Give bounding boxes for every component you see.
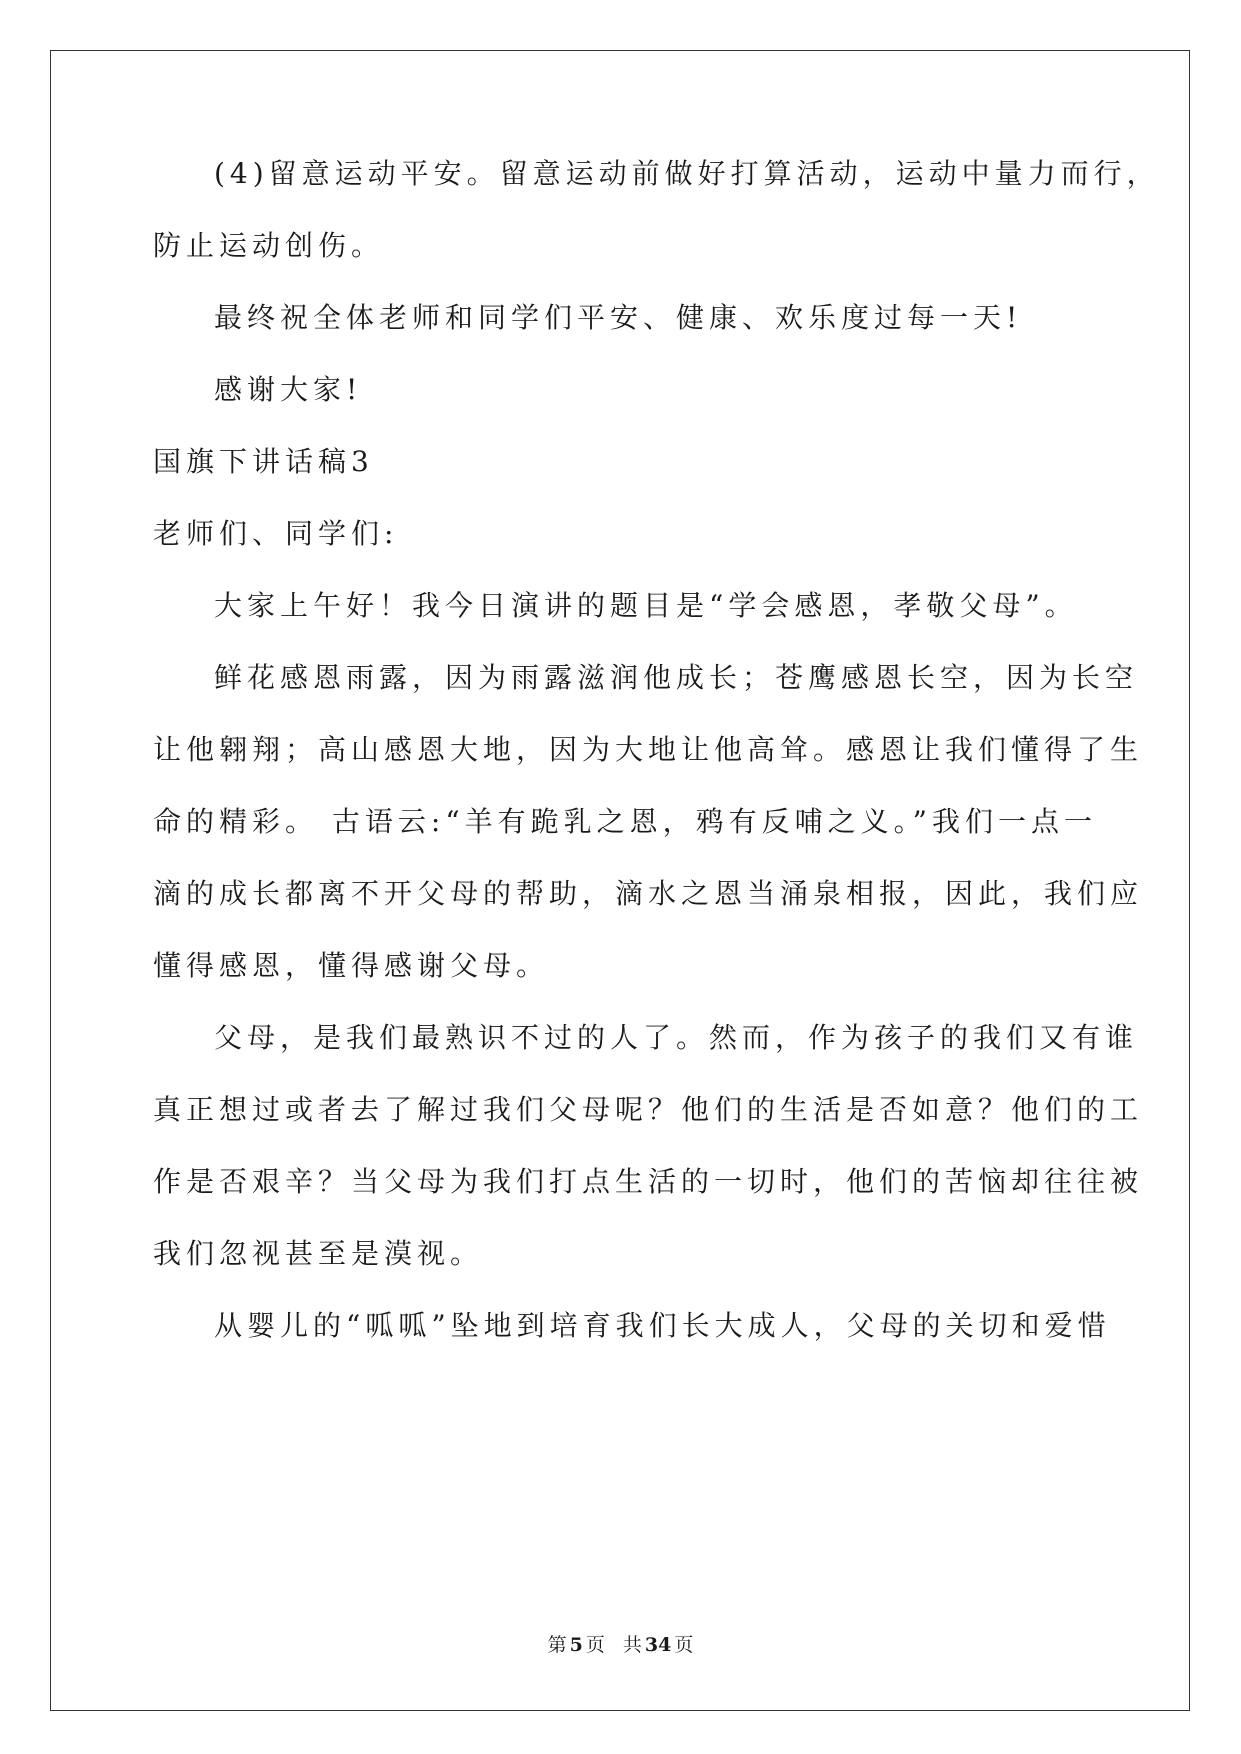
page-total: 34 (644, 1634, 672, 1656)
section-heading: 国旗下讲话稿3 (153, 445, 374, 478)
total-prefix: 共 (622, 1634, 642, 1656)
paragraph-line: 最终祝全体老师和同学们平安、健康、欢乐度过每一天! (214, 301, 1023, 334)
salutation: 老师们、同学们: (153, 517, 399, 550)
page-suffix: 页 (585, 1634, 605, 1656)
paragraph-line: 滴的成长都离不开父母的帮助，滴水之恩当涌泉相报，因此，我们应 (153, 877, 1144, 910)
paragraph-line: 防止运动创伤。 (153, 229, 385, 262)
paragraph-line: 命的精彩。 古语云:“羊有跪乳之恩，鸦有反哺之义。”我们一点一 (153, 805, 1097, 838)
paragraph-line: (4)留意运动平安。留意运动前做好打算活动，运动中量力而行， (214, 157, 1160, 190)
paragraph-line: 让他翱翔；高山感恩大地，因为大地让他高耸。感恩让我们懂得了生 (153, 733, 1144, 766)
paragraph-line: 大家上午好！我今日演讲的题目是“学会感恩，孝敬父母”。 (214, 589, 1078, 622)
paragraph-line: 从婴儿的“呱呱”坠地到培育我们长大成人，父母的关切和爱惜 (214, 1309, 1111, 1342)
paragraph-line: 感谢大家! (214, 373, 363, 406)
total-suffix: 页 (674, 1634, 694, 1656)
page-current: 5 (569, 1634, 583, 1656)
paragraph-line: 我们忽视甚至是漠视。 (153, 1237, 484, 1270)
paragraph-line: 父母，是我们最熟识不过的人了。然而，作为孩子的我们又有谁 (214, 1021, 1139, 1054)
paragraph-line: 真正想过或者去了解过我们父母呢？他们的生活是否如意？他们的工 (153, 1093, 1144, 1126)
paragraph-line: 鲜花感恩雨露，因为雨露滋润他成长；苍鹰感恩长空，因为长空 (214, 661, 1139, 694)
paragraph-line: 懂得感恩，懂得感谢父母。 (153, 949, 550, 982)
page-prefix: 第 (547, 1634, 567, 1656)
paragraph-line: 作是否艰辛？当父母为我们打点生活的一切时，他们的苦恼却往往被 (153, 1165, 1144, 1198)
page-footer (0, 1632, 1241, 1658)
